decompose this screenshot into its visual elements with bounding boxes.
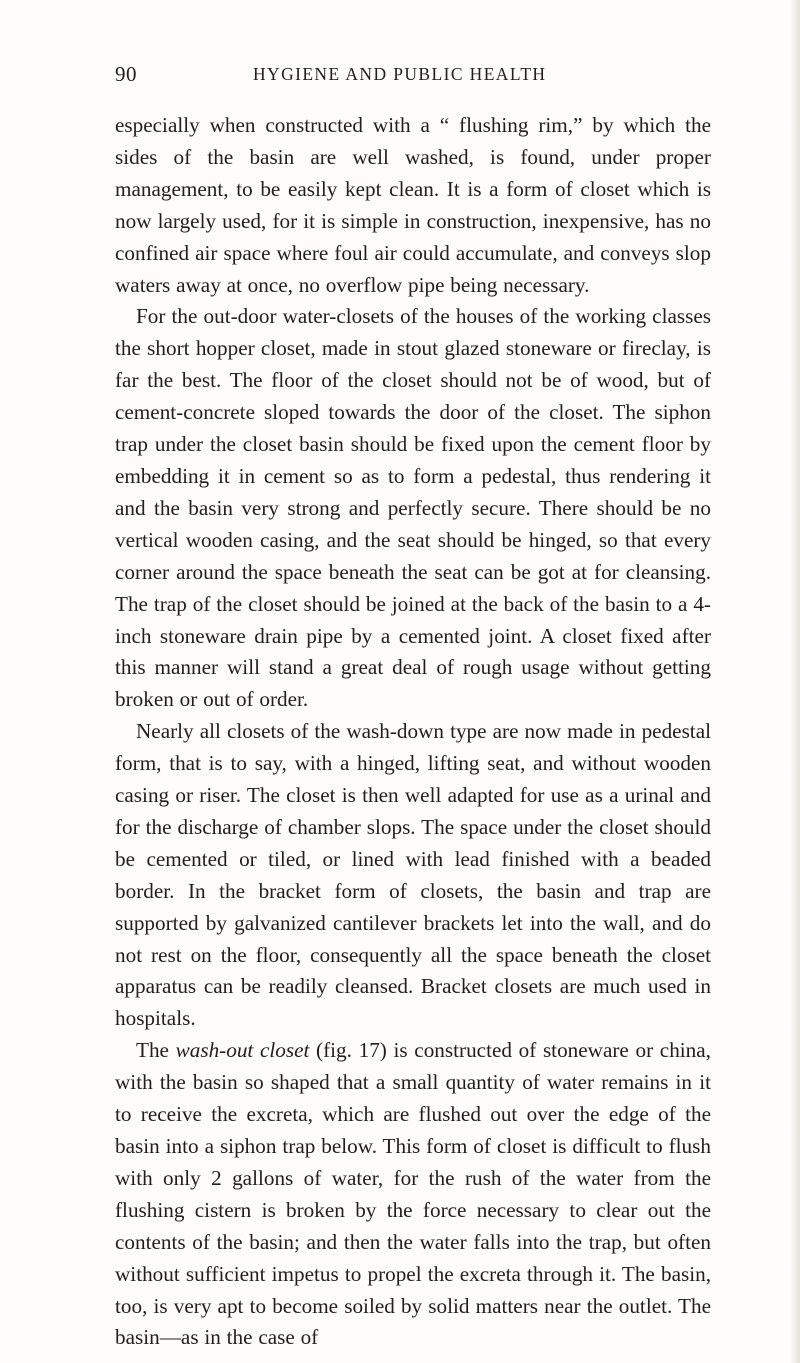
running-title: HYGIENE AND PUBLIC HEALTH — [253, 64, 547, 84]
paragraph-wash-down-type: Nearly all closets of the wash-down type are now made in pedestal form, that is to say, with a hinged, lifting seat, and without wooden casing or riser. The closet is then well adapted for use as a urinal and for the discharge of chamber slops. The space under the closet should be cemented or tiled, or lined with lead finished with a beaded border. In the bracket form of closets, the basin and trap are supported by galvanized cantilever brackets let into the wall, and do not rest on the floor, consequently all the space beneath the closet apparatus can be readily cleansed. Bracket closets are much used in hospitals. — [115, 719, 711, 1031]
paragraph-lead-text: The — [136, 1038, 176, 1063]
paragraph-out-door-closets: For the out-door water-closets of the houses of the working classes the short hopper closet, made in stout glazed stoneware or fireclay, is far the best. The floor of the closet should not be of wood, but of cement-concrete sloped towards the door of the closet. The siphon trap under the closet basin should be fixed upon the cement floor by embedding it in cement so as to form a pedestal, thus rendering it and the basin very strong and perfectly secure. There should be no vertical wooden casing, and the seat should be hinged, so that every corner around the space beneath the seat can be got at for cleansing. The trap of the closet should be joined at the back of the basin to a 4-inch stoneware drain pipe by a cemented joint. A closet fixed after this manner will stand a great deal of rough usage without getting broken or out of order. — [115, 304, 711, 712]
page-number: 90 — [115, 62, 137, 86]
body-text — [115, 110, 711, 1354]
paragraph-flushing-rim: especially when constructed with a “ flushing rim,” by which the sides of the basin are well washed, is found, under proper management, to be easily kept clean. It is a form of closet which is now largely used, for it is simple in construction, inexpensive, has no confined air space where foul air could accumulate, and conveys slop waters away at once, no overflow pipe being necessary. — [115, 113, 711, 297]
paragraph-wash-out-closet — [115, 1035, 711, 1354]
italic-term-wash-out-closet: wash-out closet — [175, 1038, 310, 1063]
running-head — [115, 62, 710, 88]
page-edge-shadow — [790, 0, 800, 1363]
paragraph-continuation-text: (fig. 17) is constructed of stoneware or china, with the basin so shaped that a small quantity of water remains in it to receive the excreta, which are flushed out over the edge of the basin into a siphon trap below. This form of closet is difficult to flush with only 2 gallons of water, for the rush of the water from the flushing cistern is broken by the force necessary to clear out the contents of the basin; and then the water falls into the trap, but often without sufficient impetus to propel the excreta through it. The basin, too, is very apt to become soiled by solid matters near the outlet. The basin—as in the case of — [115, 1038, 711, 1350]
